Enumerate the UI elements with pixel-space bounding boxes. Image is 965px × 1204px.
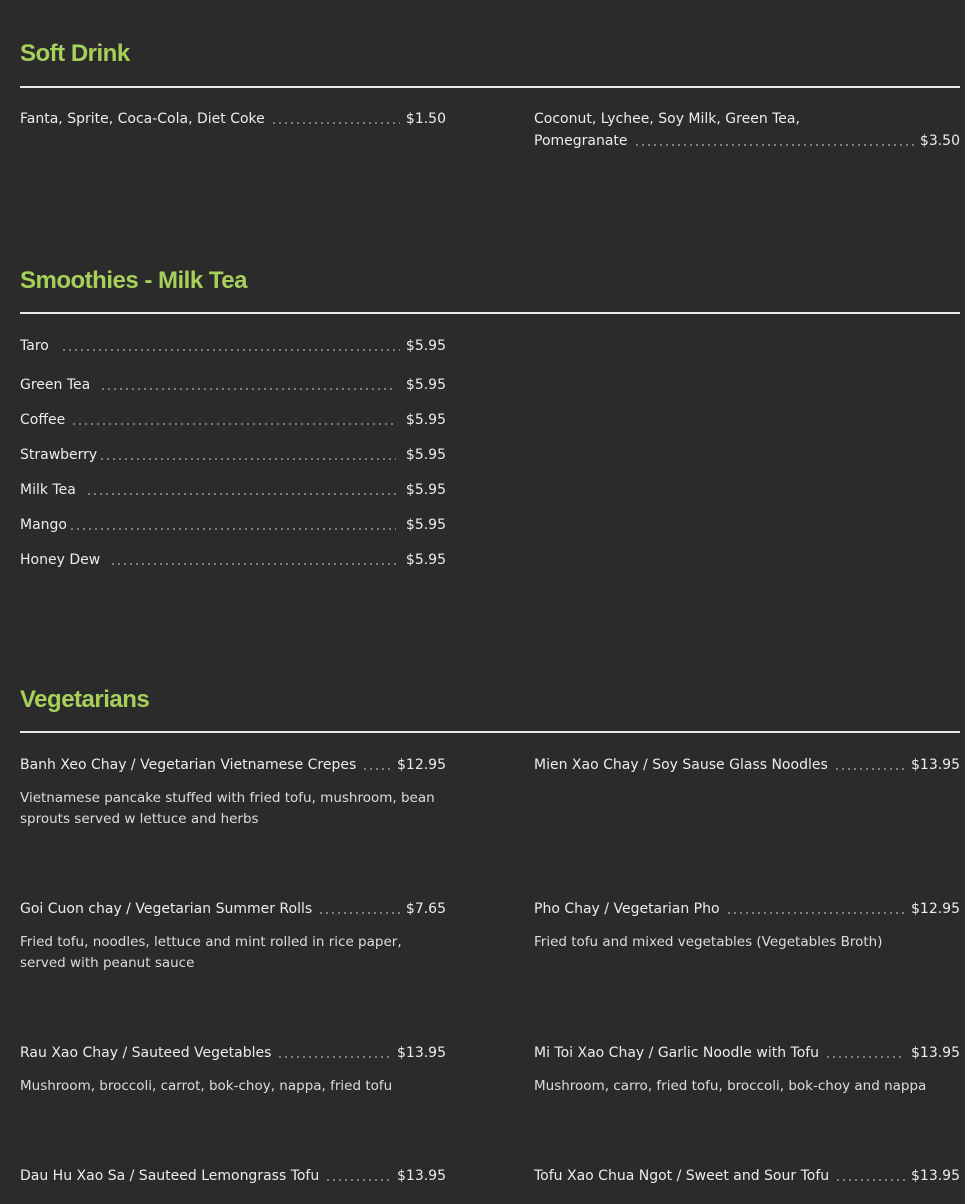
item-description: Vietnamese pancake stuffed with fried tofu, mushroom, bean sprouts served w lettuce and herbs (20, 790, 435, 827)
item-name: Taro (20, 338, 49, 354)
menu-item (534, 1165, 960, 1187)
item-name: Dau Hu Xao Sa / Sauteed Lemongrass Tofu (20, 1168, 320, 1184)
item-name: Honey Dew (20, 552, 101, 568)
item-name: Banh Xeo Chay / Vegetarian Vietnamese Crepes (20, 757, 357, 773)
item-price: $5.95 (405, 412, 446, 428)
section-title-vegetarians: Vegetarians (20, 686, 150, 713)
item-name: Mien Xao Chay / Soy Sause Glass Noodles (534, 757, 828, 773)
menu-item (20, 479, 446, 501)
menu-item (20, 754, 446, 776)
dot-leader (277, 1056, 391, 1058)
dot-leader (325, 1179, 391, 1181)
item-price: $5.95 (405, 338, 446, 354)
item-name: Green Tea (20, 377, 91, 393)
item-name: Mango (20, 517, 67, 533)
menu-item (534, 1042, 960, 1064)
item-price: $12.95 (911, 901, 960, 917)
item-description: Mushroom, broccoli, carrot, bok-choy, nappa, fried tofu (20, 1078, 393, 1094)
section-divider (20, 312, 960, 314)
item-name: Rau Xao Chay / Sauteed Vegetables (20, 1045, 272, 1061)
section-title-soft-drink: Soft Drink (20, 40, 130, 67)
item-price: $5.95 (405, 447, 446, 463)
dot-leader (110, 563, 396, 565)
item-price: $5.95 (405, 377, 446, 393)
menu-item (20, 444, 446, 466)
dot-leader (69, 528, 396, 530)
item-name: Fanta, Sprite, Coca-Cola, Diet Coke (20, 111, 265, 127)
item-name-line1: Coconut, Lychee, Soy Milk, Green Tea, (534, 111, 800, 127)
item-price: $13.95 (397, 1168, 446, 1184)
dot-leader (634, 144, 914, 146)
item-description: Fried tofu and mixed vegetables (Vegetables Broth) (534, 934, 883, 950)
menu-item (20, 335, 446, 357)
item-name: Mi Toi Xao Chay / Garlic Noodle with Tofu (534, 1045, 820, 1061)
dot-leader (100, 388, 396, 390)
dot-leader (825, 1056, 905, 1058)
item-price: $7.65 (405, 901, 446, 917)
item-price: $13.95 (397, 1045, 446, 1061)
section-divider (20, 86, 960, 88)
dot-leader (61, 349, 400, 351)
menu-item (20, 409, 446, 431)
item-price: $5.95 (405, 552, 446, 568)
dot-leader (835, 1179, 905, 1181)
item-price: $3.50 (919, 133, 960, 149)
section-title-smoothies: Smoothies - Milk Tea (20, 267, 247, 294)
dot-leader (362, 768, 391, 770)
menu-item (20, 514, 446, 536)
item-price: $13.95 (911, 1168, 960, 1184)
section-divider (20, 731, 960, 733)
menu-item (20, 549, 446, 571)
item-price: $5.95 (405, 517, 446, 533)
menu-item (534, 754, 960, 776)
item-price: $5.95 (405, 482, 446, 498)
dot-leader (726, 912, 905, 914)
dot-leader (71, 423, 396, 425)
item-price: $13.95 (911, 1045, 960, 1061)
menu-item (534, 108, 960, 152)
item-price: $12.95 (397, 757, 446, 773)
item-price: $1.50 (405, 111, 446, 127)
dot-leader (318, 912, 400, 914)
item-description: Mushroom, carro, fried tofu, broccoli, bok-choy and nappa (534, 1078, 927, 1094)
dot-leader (86, 493, 396, 495)
item-description: Fried tofu, noodles, lettuce and mint rolled in rice paper, served with peanut sauce (20, 934, 402, 971)
menu-item (534, 898, 960, 920)
item-name: Strawberry (20, 447, 98, 463)
item-name: Goi Cuon chay / Vegetarian Summer Rolls (20, 901, 313, 917)
menu-item (20, 898, 446, 920)
menu-item (20, 374, 446, 396)
dot-leader (271, 122, 400, 124)
item-name: Milk Tea (20, 482, 76, 498)
dot-leader (99, 458, 396, 460)
item-name: Coffee (20, 412, 66, 428)
item-price: $13.95 (911, 757, 960, 773)
menu-item (20, 1042, 446, 1064)
item-name: Tofu Xao Chua Ngot / Sweet and Sour Tofu (534, 1168, 830, 1184)
dot-leader (834, 768, 905, 770)
menu-item (20, 108, 446, 130)
item-name: Pho Chay / Vegetarian Pho (534, 901, 720, 917)
item-name-line2: Pomegranate (534, 133, 628, 149)
menu-item (20, 1165, 446, 1187)
